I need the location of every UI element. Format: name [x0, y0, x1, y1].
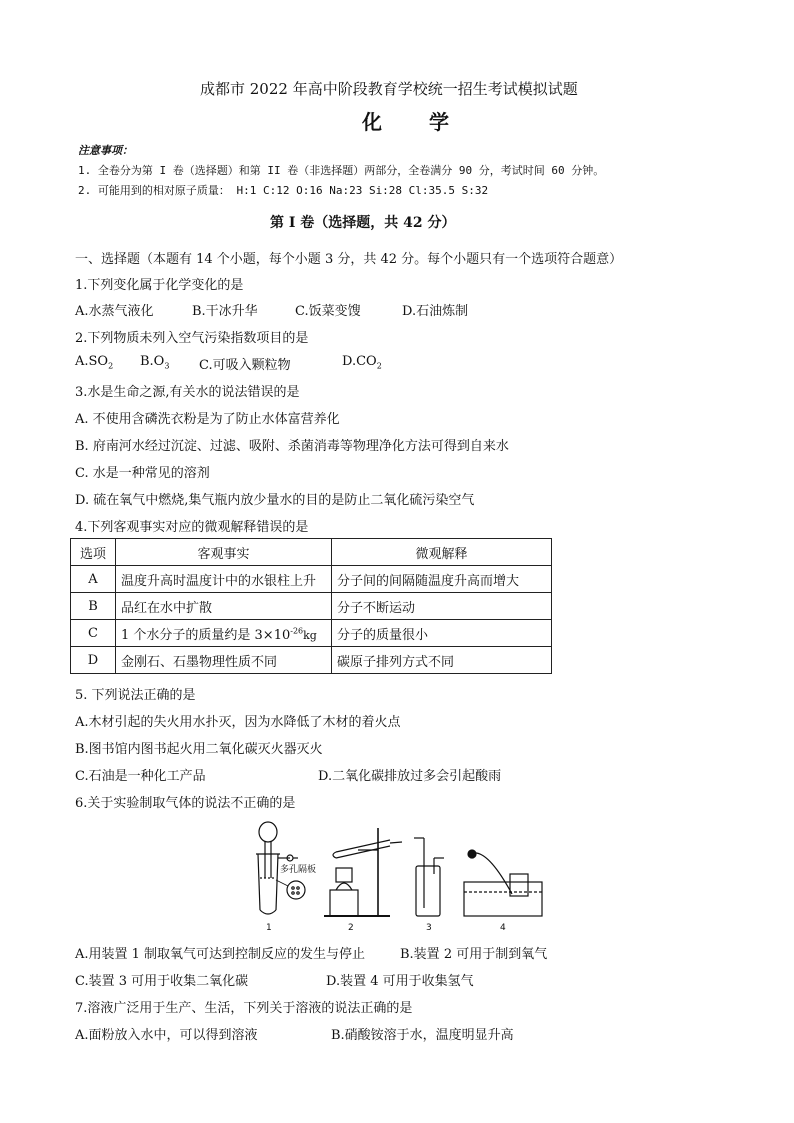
q1-stem: 1.下列变化属于化学变化的是 — [75, 278, 244, 293]
q2-option-d: $D.CO_2$ — [342, 354, 382, 371]
row-explain: 分子间的间隔随温度升高而增大 — [332, 566, 552, 593]
figure-label-4: 4 — [500, 923, 506, 933]
q6-option-d: D.装置 4 可用于收集氢气 — [326, 974, 474, 989]
table-row — [71, 593, 552, 620]
q3-option-a: A. 不使用含磷洗衣粉是为了防止水体富营养化 — [75, 412, 340, 427]
q7-option-a: A.面粉放入水中，可以得到溶液 — [75, 1028, 258, 1043]
notes-line-1: 1. 全卷分为第 I 卷（选择题）和第 II 卷（非选择题）两部分，全卷满分 90 分，考试时间 60 分钟。 — [78, 164, 605, 177]
col-header-explain: 微观解释 — [332, 539, 552, 566]
figure-label-1: 1 — [266, 923, 272, 933]
q4-table — [70, 538, 552, 674]
section-intro: 一、选择题（本题有 14 个小题，每个小题 3 分，共 42 分。每个小题只有一个选项符合题意） — [75, 252, 623, 267]
q2-option-a: $A.SO_2$ — [75, 354, 114, 371]
q5-option-d: D.二氧化碳排放过多会引起酸雨 — [318, 769, 502, 784]
q6-option-c: C.装置 3 可用于收集二氧化碳 — [75, 974, 249, 989]
table-header-row — [71, 539, 552, 566]
q7-stem: 7.溶液广泛用于生产、生活，下列关于溶液的说法正确的是 — [75, 1001, 413, 1016]
notes-heading: 注意事项： — [78, 144, 133, 157]
subject-title: 化 学 — [362, 110, 469, 134]
q7-option-b: B.硝酸铵溶于水，温度明显升高 — [331, 1028, 514, 1043]
q4-stem: 4.下列客观事实对应的微观解释错误的是 — [75, 520, 309, 535]
q5-option-c: C.石油是一种化工产品 — [75, 769, 206, 784]
table-row — [71, 620, 552, 647]
q2-stem: 2.下列物质未列入空气污染指数项目的是 — [75, 331, 309, 346]
figure-label-2: 2 — [348, 923, 354, 933]
q5-option-a: A.木材引起的失火用水扑灭，因为水降低了木材的着火点 — [75, 715, 401, 730]
q6-option-b: B.装置 2 可用于制到氧气 — [400, 947, 548, 962]
row-fact: 金刚石、石墨物理性质不同 — [116, 647, 332, 674]
row-fact: 1 个水分子的质量约是 $3\times 10^{-26}kg$ — [116, 620, 332, 647]
row-option: D — [71, 647, 116, 674]
table-row — [71, 647, 552, 674]
row-explain: 碳原子排列方式不同 — [332, 647, 552, 674]
q5-option-b: B.图书馆内图书起火用二氧化碳灭火器灭火 — [75, 742, 323, 757]
q1-option-d: D.石油炼制 — [402, 304, 469, 319]
table-row — [71, 566, 552, 593]
row-option: B — [71, 593, 116, 620]
apparatus-2 — [324, 828, 402, 916]
section-title: 第 I 卷（选择题，共 42 分） — [270, 215, 456, 231]
row-fact: 温度升高时温度计中的水银柱上升 — [116, 566, 332, 593]
col-header-option: 选项 — [71, 539, 116, 566]
row-option: A — [71, 566, 116, 593]
row-option: C — [71, 620, 116, 647]
row-explain: 分子的质量很小 — [332, 620, 552, 647]
notes-line-2: 2. 可能用到的相对原子质量： H:1 C:12 O:16 Na:23 Si:28 Cl:35.5 S:32 — [78, 184, 489, 197]
q2-option-c: C.可吸入颗粒物 — [199, 358, 291, 373]
apparatus-4 — [464, 850, 542, 916]
q2-option-b: $B.O_3$ — [140, 354, 170, 371]
exam-title: 成都市 2022 年高中阶段教育学校统一招生考试模拟试题 — [200, 80, 578, 98]
figure-label-3: 3 — [426, 923, 432, 933]
q6-option-a: A.用装置 1 制取氧气可达到控制反应的发生与停止 — [75, 947, 366, 962]
q6-stem: 6.关于实验制取气体的说法不正确的是 — [75, 796, 296, 811]
row-explain: 分子不断运动 — [332, 593, 552, 620]
col-header-fact: 客观事实 — [116, 539, 332, 566]
row-fact: 品红在水中扩散 — [116, 593, 332, 620]
q3-option-b: B. 府南河水经过沉淀、过滤、吸附、杀菌消毒等物理净化方法可得到自来水 — [75, 439, 509, 454]
porous-plate-label: 多孔隔板 — [280, 865, 317, 875]
q3-stem: 3.水是生命之源,有关水的说法错误的是 — [75, 385, 300, 400]
apparatus-figure — [250, 818, 550, 934]
q3-option-c: C. 水是一种常见的溶剂 — [75, 466, 210, 481]
q1-option-a: A.水蒸气液化 — [75, 304, 154, 319]
q1-option-c: C.饭菜变馊 — [295, 304, 361, 319]
q5-stem: 5. 下列说法正确的是 — [75, 688, 196, 703]
q3-option-d: D. 硫在氧气中燃烧,集气瓶内放少量水的目的是防止二氧化硫污染空气 — [75, 493, 475, 508]
apparatus-3 — [414, 838, 444, 916]
q1-option-b: B.干冰升华 — [192, 304, 258, 319]
